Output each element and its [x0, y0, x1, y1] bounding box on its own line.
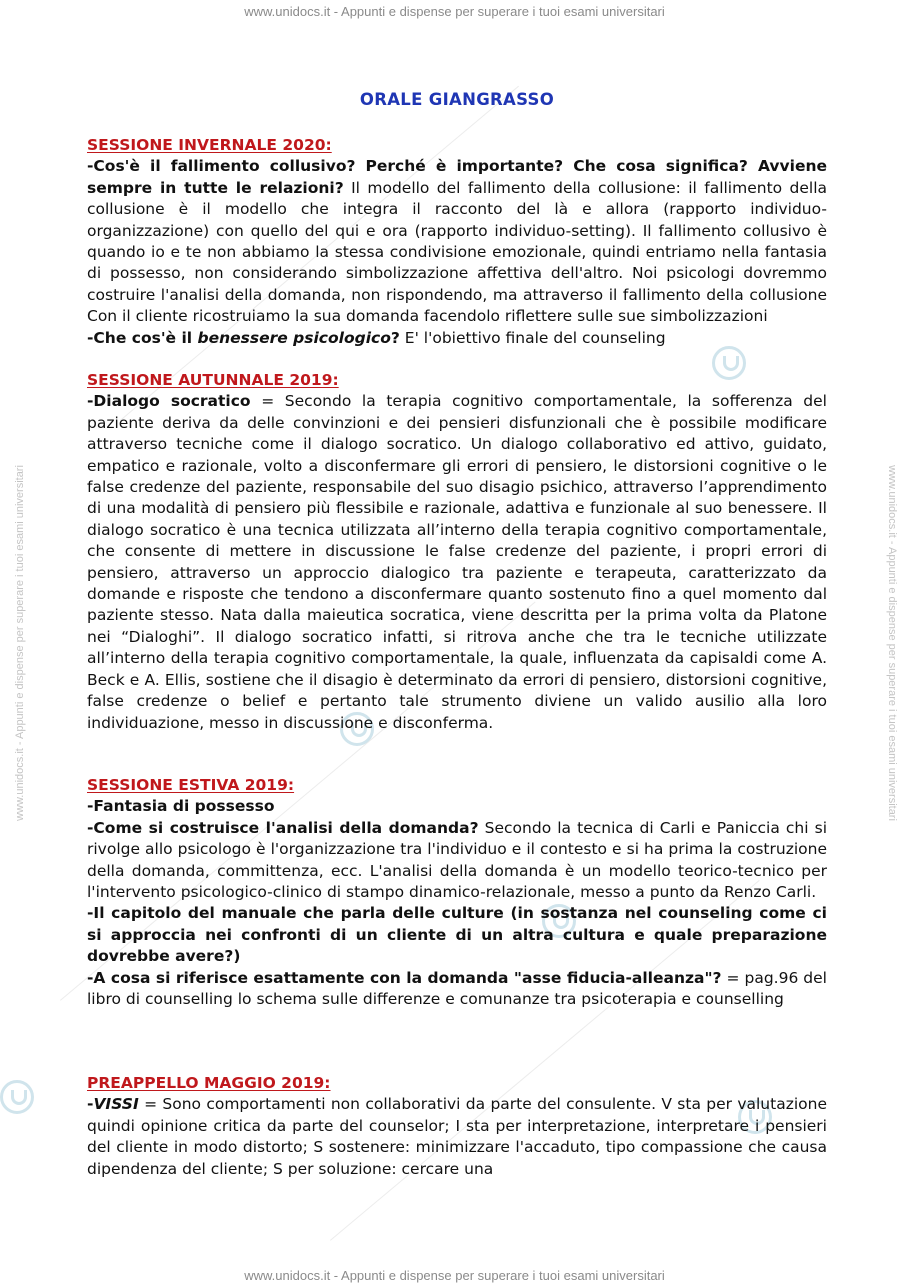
watermark-side-left: www.unidocs.it - Appunti e dispense per superare i tuoi esami universitari	[14, 465, 26, 821]
qa-item	[87, 1094, 827, 1180]
qa-item	[87, 796, 827, 817]
question-text: -Cos'è il fallimento collusivo? Perché è importante? Che cosa significa? Avviene sempre in tutte le relazioni?	[87, 157, 827, 197]
question-emphasis: benessere psicologico	[197, 328, 391, 347]
answer-text: Il modello del fallimento della collusione: il fallimento della collusione è il modello che integra il racconto del là e allora (rapporto individuo-organizzazione) con quello del qui e ora (rapporto individuo-setting). Il fallimento collusivo è quando io e te non abbiamo la stessa condivisione emozionale, quindi entriamo nella fantasia di possesso, non considerando simbolizzazione affettiva dell'altro. Noi psicologi dovremmo costruire l'analisi della domanda, non rispondendo, ma attraverso il fallimento della collusione Con il cliente ricostruiamo la sua domanda facendolo riflettere sulle sue simbolizzazioni	[87, 178, 827, 326]
qa-item	[87, 968, 827, 1011]
qa-item	[87, 391, 827, 734]
qa-item	[87, 328, 827, 349]
session-winter-2020	[87, 135, 827, 349]
question-text: -Il capitolo del manuale che parla delle culture (in sostanza nel counseling come ci si approccia nei confronti di un cliente di un altra cultura e quale preparazione dovrebbe avere?)	[87, 904, 827, 966]
session-header: SESSIONE ESTIVA 2019:	[87, 776, 295, 794]
watermark-header: www.unidocs.it - Appunti e dispense per superare i tuoi esami universitari	[244, 4, 665, 19]
session-autumn-2019	[87, 370, 827, 734]
answer-text: = Sono comportamenti non collaborativi da parte del consulente. V sta per valutazione quindi opinione critica da parte del counselor; I sta per interpretazione, interpretare i pensieri del cliente in modo distorto; S sostenere: minimizzare l'accaduto, tipo compassione che causa dipendenza del cliente; S per soluzione: cercare una	[87, 1095, 827, 1178]
answer-text: Secondo la tecnica di Carli e Paniccia chi si rivolge allo psicologo è l'organizzazione tra l'individuo e il contesto e si ha prima la costruzione della domanda, committenza, ecc. L'analisi della domanda è un modello teorico-tecnico per l'intervento psicologico-clinico di stampo dinamico-relazionale, messo a punto da Renzo Carli.	[87, 818, 828, 902]
answer-text: = pag.96 del libro di counselling lo schema sulle differenze e comunanze tra psicoterapia e counselling	[87, 968, 827, 1009]
unidocs-logo-icon	[0, 1080, 34, 1114]
watermark-footer: www.unidocs.it - Appunti e dispense per superare i tuoi esami universitari	[244, 1268, 665, 1283]
session-header: SESSIONE INVERNALE 2020:	[87, 136, 332, 154]
qa-item	[87, 903, 827, 967]
answer-text: E' l'obiettivo finale del counseling	[399, 328, 666, 347]
session-header: SESSIONE AUTUNNALE 2019:	[87, 371, 339, 389]
question-text: -Dialogo socratico	[87, 392, 251, 411]
question-text: -Che cos'è il	[87, 328, 198, 347]
page-title: ORALE GIANGRASSO	[359, 90, 555, 109]
question-emphasis: VISSI	[93, 1095, 139, 1114]
watermark-side-right: www.unidocs.it - Appunti e dispense per superare i tuoi esami universitari	[886, 465, 898, 821]
qa-item	[87, 818, 827, 904]
question-text: -	[87, 1095, 94, 1114]
session-summer-2019	[87, 775, 827, 1010]
session-preappello-may-2019	[87, 1073, 827, 1180]
question-text: ?	[390, 328, 400, 347]
question-text: -Come si costruisce l'analisi della domanda?	[87, 818, 479, 837]
answer-text: = Secondo la terapia cognitivo comportamentale, la sofferenza del paziente deriva da delle convinzioni e dei pensieri disfunzionali che è possibile modificare attraverso tecniche come il dialogo socratico. Un dialogo collaborativo ed attivo, guidato, empatico e razionale, volto a disconfermare gli errori di pensiero, le distorsioni cognitive o le false credenze del paziente, responsabile del suo disagio psichico, attraverso l’apprendimento di una modalità di pensiero più flessibile e razionale, adattiva e funzionale al suo benessere. Il dialogo socratico è una tecnica utilizzata all’interno della terapia cognitivo comportamentale, che consente di mettere in discussione le false credenze del paziente, i propri errori di pensiero, attraverso un approccio dialogico tra paziente e terapeuta, caratterizzato da domande e risposte che tendono a disconfermare quanto sostenuto fino a quel momento dal paziente stesso. Nata dalla maieutica socratica, viene descritta per la prima volta da Platone nei “Dialoghi”. Il dialogo socratico infatti, si ritrova anche che tra le tecniche utilizzate all’interno della terapia cognitivo comportamentale, la quale, influenzata da capisaldi come A. Beck e A. Ellis, sostiene che il disagio è determinato da errori di pensiero, distorsioni cognitive, false credenze o belief e pertanto tale strumento diviene un valido ausilio alla loro individuazione, messo in discussione e disconferma.	[87, 392, 827, 732]
session-header: PREAPPELLO MAGGIO 2019:	[87, 1074, 331, 1092]
question-text: -A cosa si riferisce esattamente con la domanda "asse fiducia-alleanza"?	[87, 968, 722, 987]
qa-item	[87, 156, 827, 327]
question-text: -Fantasia di possesso	[87, 797, 275, 816]
